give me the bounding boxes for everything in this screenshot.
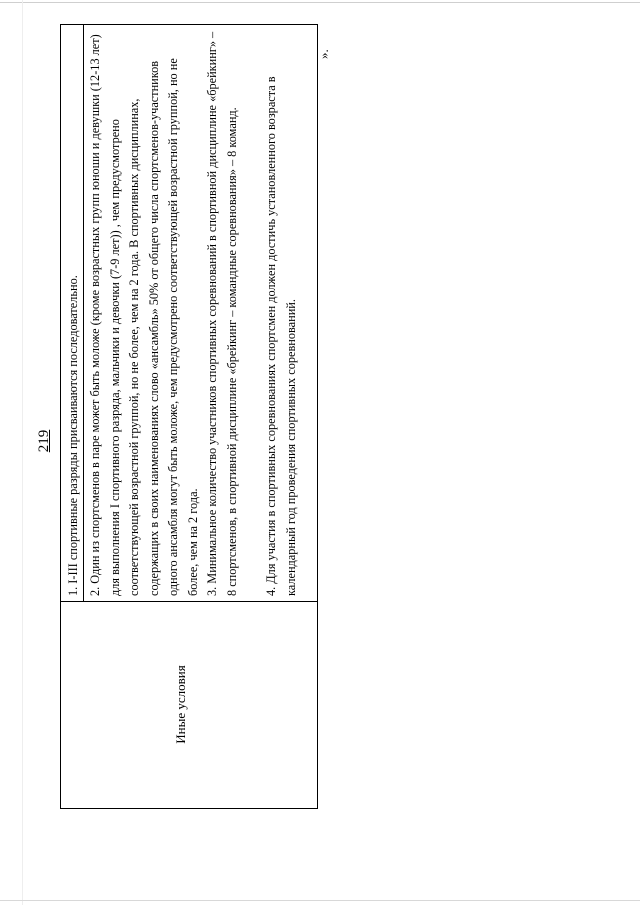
condition-item-4: 4. Для участия в спортивных соревнованиях спортсмен должен достичь установленного возраста в календарный год проведения спортивных соревнований. xyxy=(264,76,298,596)
closing-quote-mark: ». xyxy=(316,49,331,59)
condition-item-2: 2. Один из спортсменов в паре может быть моложе (кроме возрастных групп юноши и девушки (12-13 лет) для выполнения I спортивного разряда, мальчики и девочки (7-9 лет)) , чем предусмотрено соответствующей возрастной группой, но не более, чем на 2 года. В спортивных дисциплинах, содержащих в своих наименованиях слово «ансамбль» 50% от общего числа спортсменов-участников одного ансамбля могут быть моложе, чем предусмотрено соответствующей возрастной группой, но не более, чем на 2 года. xyxy=(88,34,200,596)
label-cell xyxy=(61,601,317,808)
content-cell xyxy=(61,25,317,601)
page-number: 219 xyxy=(36,429,52,453)
label-text: Иные условия xyxy=(173,665,188,744)
condition-item-1: 1. I-III спортивные разряды присваиваются последовательно. xyxy=(66,275,80,596)
condition-item-3: 3. Минимальное количество участников спортивных соревнований в спортивной дисциплине «брейкинг» – 8 спортсменов, в спортивной дисциплине «брейкинг – командные соревнования» – 8 команд. xyxy=(205,31,239,596)
conditions-table xyxy=(60,24,318,809)
